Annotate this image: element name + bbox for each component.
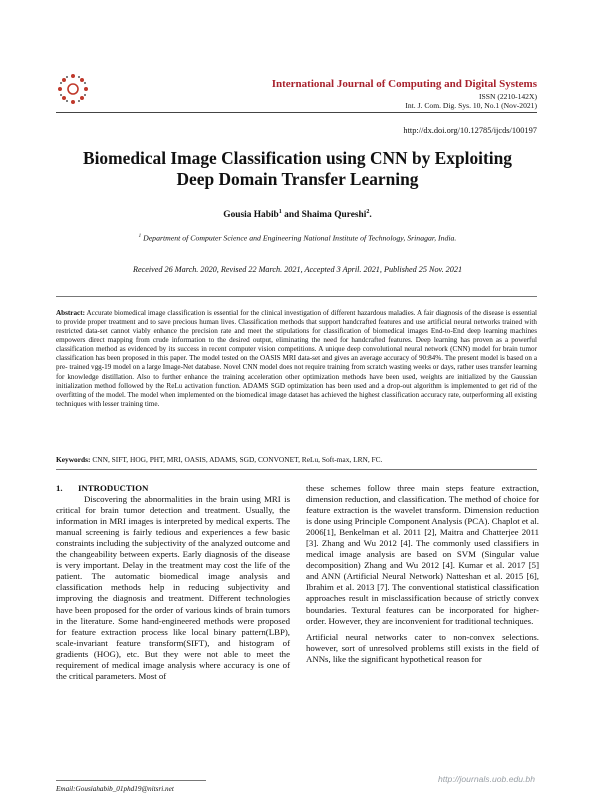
author-name: Gousia Habib: [223, 210, 279, 221]
paper-title: [56, 148, 539, 190]
publication-dates: Received 26 March. 2020, Revised 22 March. 2021, Accepted 3 April. 2021, Published 25 Nov. 2021: [132, 265, 463, 274]
section-title: INTRODUCTION: [78, 483, 149, 493]
footer-url[interactable]: http://journals.uob.edu.bh: [438, 774, 535, 784]
keywords-label: Keywords:: [56, 455, 91, 464]
paper-title-line2: Deep Domain Transfer Learning: [176, 169, 419, 189]
affiliation: [56, 233, 539, 243]
abstract: [56, 309, 537, 409]
journal-title: International Journal of Computing and Digital Systems: [271, 78, 537, 90]
abstract-top-divider: [56, 296, 537, 297]
body-paragraph: these schemes follow three main steps feature extraction, dimension reduction, and classification. The method of choice for feature extraction is the wavelet transform. Dimension reduction is done using Principle Component Analysis (PCA). Chaplot et al. 2006[1], Benkelman et al. 2011 [2], Maitra and Chatterjee 2011 [3]. Zhang and Wu 2012 [4]. The commonly used classifiers in medical image analysis are based on SVM (Singular value decomposition) Zhang and Wu 2012 [4]. Kumar et al. 2017 [5] and ANN (Artificial Neural Network) Natteshan et al. 2015 [6], Ibrahim et al. 2013 [7]. The conventional statistical classification approaches result in misclassification because of strictly convex boundaries. Textural features can be incorporated for higher-order. However, they are inconvenient for traditional techniques.: [306, 483, 539, 626]
body-column-left: [56, 483, 290, 682]
keywords-text: CNN, SIFT, HOG, PHT, MRI, OASIS, ADAMS, SGD, CONVONET, ReLu, Soft-max, LRN, FC.: [90, 455, 383, 464]
body-paragraph: Artificial neural networks cater to non-convex selections. however, sort of unresolved problems still exists in the field of ANNs, like the significant hypothetical reason for: [306, 631, 539, 664]
section-heading: [56, 483, 290, 494]
header-divider: [56, 112, 537, 113]
footnote-divider: [56, 780, 206, 781]
author-name: Shaima Qureshi: [301, 210, 367, 221]
abstract-label: Abstract:: [56, 309, 85, 317]
author-separator: and: [281, 210, 302, 221]
keywords: [56, 455, 537, 464]
author-affil-sup: 1: [278, 209, 282, 215]
keywords-bottom-divider: [56, 469, 537, 470]
abstract-text: Accurate biomedical image classification is essential for the clinical investigation of different hazardous maladies. A fair diagnosis of the disease is essential to provide proper treatment and to save precious human lives. Classification methods that support handcrafted features and use artificial neural networks trained with restricted data-set cannot viably enhance the precision rate and meet the stipulations for classification of biomedical images End-to-End deep learning machines empowers direct mapping from crude information to the desired output, eliminating the need for handcrafted features. Deep learning has proven as a powerful classification method as evidenced by its success in recent computer vision competitions. A unique deep convolutional neural network (CNN) model for brain tumor classification has been proposed in this paper. The model tested on the OASIS MRI data-set and gives an average accuracy of 90:84%. The present model is based on a pre- trained vgg-19 model on a large Image-Net database. Novel CNN model does not require training from scratch wasting weeks or days, rather uses transfer learning for knowledge distillation. Also to further enhance the training acceleration other optimization methods have been used, weights are initialized by the Gaussian initialization method followed by the ReLu activation function. ADAMS SGD optimization has been used and a drop-out algorithm is implemented to get rid of the overfitting of the model. The model when implemented on the biomedical image dataset has achieved the highest classification accuracy rate, outperforming all existing techniques with lesser training time.: [56, 309, 537, 408]
doi-link[interactable]: http://dx.doi.org/10.12785/ijcds/100197: [403, 126, 537, 135]
author-end: .: [369, 210, 372, 221]
affiliation-text: Department of Computer Science and Engineering National Institute of Technology, Srinagar, India.: [141, 233, 457, 243]
journal-logo-icon: [56, 72, 90, 106]
paper-title-line1: Biomedical Image Classification using CNN by Exploiting: [82, 148, 512, 168]
affiliation-sup: 1: [138, 233, 142, 239]
author-affil-sup: 2: [366, 209, 370, 215]
section-number: 1.: [56, 483, 63, 493]
issn: ISSN (2210-142X): [478, 92, 537, 101]
author-email: Email:Gousiahabib_01phd19@nitsri.net: [56, 785, 174, 793]
body-paragraph: Discovering the abnormalities in the brain using MRI is critical for brain tumor detection and treatment. Usually, the information in MRI images is interpreted by medical experts. The manual screening is fairly tedious and experiences a few basic constraints including the subjectivity of the analyzed outcome and the changeability between experts. Early diagnosis of the disease is very important. Delay in the treatment may cost the life of the patient. The automatic biomedical image analysis and classification methods help in reducing subjectivity and improving the diagnosis and treatment. Different technologies have been proposed for the order of various kinds of brain tumors in the literature. Some hand-engineered methods were proposed for feature extraction process like local binary pattern(LBP), scale-invariant feature transform(SIFT), and histogram of gradients (HOG), etc. But they were not able to meet the requirement of medical image analysis where accuracy is one of the critical parameters. Most of: [56, 494, 290, 681]
authors: [56, 209, 539, 220]
body-column-right: [306, 483, 539, 665]
journal-citation: Int. J. Com. Dig. Sys. 10, No.1 (Nov-2021): [405, 101, 537, 110]
